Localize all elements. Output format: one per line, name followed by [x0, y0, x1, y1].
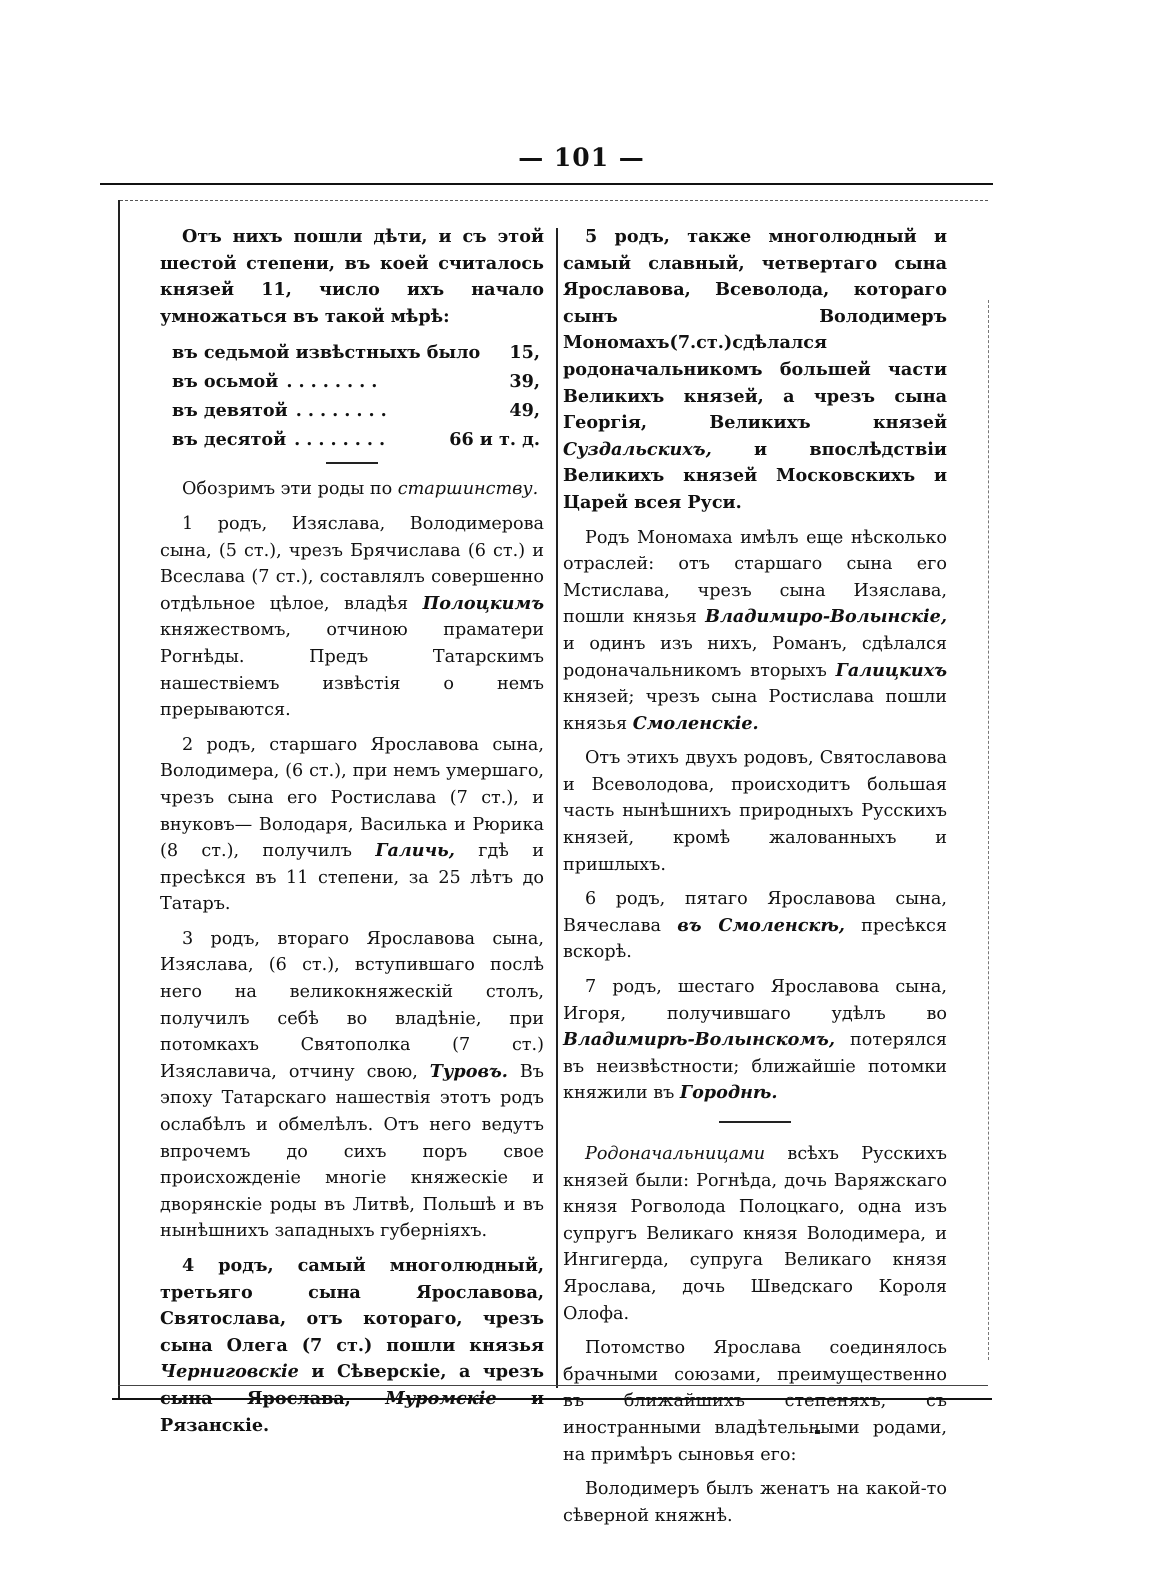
rod-7-italic-2: Городнѣ.: [679, 1082, 778, 1104]
count-label: въ десятой: [172, 429, 287, 451]
leader-dots: ........: [286, 371, 384, 393]
foremothers-text: всѣхъ Русскихъ князей были: Рогнѣда, дочь Варяжскаго князя Рогволода Полоцкаго, одна изъ супругъ Великаго князя Володимера, и Ингигерда, супруга Великаго князя Ярослава, дочь Шведскаго Короля Олофа.: [563, 1144, 947, 1324]
rod-1-paragraph: [160, 511, 544, 724]
rod-5-text-b: и впослѣдствіи Великихъ князей Московскихъ и Царей всея Руси.: [563, 438, 947, 513]
left-column: [160, 224, 544, 1447]
frame-left-rule: [118, 200, 120, 1398]
monomakh-text-c: князей; чрезъ сына Ростислава пошли князья: [563, 687, 947, 734]
list-item: [160, 425, 544, 454]
monomakh-italic-1: Владимиро-Волынскіе,: [705, 606, 947, 628]
foremothers-paragraph: [563, 1141, 947, 1327]
section-divider: [326, 462, 378, 464]
monomakh-text-a: Родъ Мономаха имѣлъ еще нѣсколько отраслей: отъ старшаго сына его Мстислава, чрезъ сына Изяслава, пошли князья: [563, 527, 947, 628]
rod-7-text-b: потерялся въ неизвѣстности; ближайшіе потомки княжили въ: [563, 1030, 947, 1104]
marriages-paragraph: Потомство Ярослава соединялось брачными союзами, преимущественно въ ближайшихъ степеняхъ, съ иностранными владѣтельными родами, на примѣръ сыновья его:: [563, 1338, 947, 1465]
count-label: въ девятой: [172, 400, 288, 422]
survey-heading: [160, 476, 544, 503]
intro-paragraph: Отъ нихъ пошли дѣти, и съ этой шестой степени, въ коей считалось князей 11, число ихъ начало умножаться въ такой мѣрѣ:: [160, 226, 544, 327]
leader-dots: ........: [294, 429, 392, 451]
rod-3-text-b: Въ эпоху Татарскаго нашествія этотъ родъ ослабѣлъ и обмелѣлъ. Отъ него ведутъ впрочемъ до сихъ поръ свое происхожденіе многіе княжескіе и дворянскіе роды въ Литвѣ, Польшѣ и въ нынѣшнихъ западныхъ губерніяхъ.: [160, 1061, 545, 1242]
rod-4-italic-1: Черниговскіе: [160, 1361, 299, 1383]
rod-5-paragraph: [563, 224, 947, 517]
count-value: 49,: [509, 400, 540, 422]
rod-3-paragraph: [160, 926, 544, 1245]
rod-6-paragraph: [563, 886, 947, 966]
rod-4-text-c: и Рязанскіе.: [160, 1387, 544, 1436]
rod-2-text-b: гдѣ и пресѣкся въ 11 степени, за 25 лѣтъ до Татаръ.: [160, 841, 544, 915]
section-divider: [719, 1121, 791, 1123]
count-value: 66 и т. д.: [449, 429, 540, 451]
page-number: — 101 —: [518, 143, 645, 172]
frame-right-rule: [988, 300, 989, 1360]
rod-6-italic: въ Смоленскѣ,: [677, 914, 845, 936]
count-label: въ седьмой извѣстныхъ было: [172, 342, 481, 364]
column-divider: [556, 228, 558, 1388]
list-item: [160, 338, 544, 367]
rod-4-paragraph: [160, 1253, 544, 1439]
rod-3-italic: Туровъ.: [429, 1060, 508, 1082]
monomakh-text-b: и одинъ изъ нихъ, Романъ, сдѣлался родоначальникомъ вторыхъ: [563, 633, 947, 681]
rod-4-text-b: и Сѣверскіе, а чрезъ сына Ярослава,: [160, 1361, 544, 1409]
volodimer-paragraph: Володимеръ былъ женатъ на какой-то сѣверной княжнѣ.: [563, 1479, 947, 1526]
rod-3-text-a: 3 родъ, втораго Ярославова сына, Изяслава, (6 ст.), вступившаго послѣ него на великокняжескій столъ, получилъ себѣ во владѣніе, при потомкахъ Святополка (7 ст.) Изяславича, отчину свою,: [160, 928, 544, 1082]
right-column: [563, 224, 947, 1537]
count-value: 39,: [509, 371, 540, 393]
rod-5-italic: Суздальскихъ,: [563, 438, 712, 460]
rod-2-text-a: 2 родъ, старшаго Ярославова сына, Володимера, (6 ст.), при немъ умершаго, чрезъ сына его Ростислава (7 ст.), и внуковъ— Володаря, Василька и Рюрика (8 ст.), получилъ: [160, 734, 544, 862]
generation-counts-list: [160, 338, 544, 454]
foremothers-italic: Родоначальницами: [585, 1144, 766, 1164]
count-value: 15,: [509, 342, 540, 364]
two-rods-paragraph: Отъ этихъ двухъ родовъ, Святославова и Всеволодова, происходитъ большая часть нынѣшнихъ природныхъ Русскихъ князей, кромѣ жалованныхъ и пришлыхъ.: [563, 748, 947, 875]
rod-5-text-a: 5 родъ, также многолюдный и самый славный, четвертаго сына Ярославова, Всеволода, котораго сынъ Володимеръ Мономахъ(7.ст.)сдѣлался родоначальникомъ большей части Великихъ князей, а чрезъ сына Георгія, Великихъ князей: [563, 226, 947, 434]
rod-6-text-b: пресѣкся вскорѣ.: [563, 915, 947, 963]
frame-top-rule: [100, 183, 993, 185]
frame-inner-top-rule: [120, 200, 988, 201]
list-item: [160, 396, 544, 425]
rod-1-text-b: княжествомъ, отчиною праматери Рогнѣды. Предъ Татарскимъ нашествіемъ извѣстія о немъ прерываются.: [160, 620, 544, 721]
rod-1-italic: Полоцкимъ: [422, 592, 544, 614]
leader-dots: [480, 338, 509, 367]
survey-italic: старшинству.: [397, 479, 539, 500]
rod-6-text-a: 6 родъ, пятаго Ярославова сына, Вячеслава: [563, 889, 947, 936]
rod-1-text-a: 1 родъ, Изяслава, Володимерова сына, (5 ст.), чрезъ Брячислава (6 ст.) и Всеслава (7 ст.), составлялъ совершенно отдѣльное цѣлое, владѣя: [160, 513, 544, 614]
count-label: въ осьмой: [172, 371, 279, 393]
rod-7-paragraph: [563, 974, 947, 1107]
monomakh-paragraph: [563, 525, 947, 738]
rod-2-paragraph: [160, 732, 544, 918]
monomakh-italic-2: Галицкихъ: [835, 659, 947, 681]
monomakh-italic-3: Смоленскіе.: [632, 712, 759, 734]
rod-2-italic: Галичь,: [375, 840, 455, 862]
rod-7-italic-1: Владимирѣ-Волынскомъ,: [563, 1029, 835, 1051]
survey-text: Обозримъ эти роды по: [182, 479, 398, 500]
leader-dots: ........: [295, 400, 393, 422]
rod-7-text-a: 7 родъ, шестаго Ярославова сына, Игоря, получившаго удѣлъ во: [563, 977, 947, 1024]
rod-4-text-a: 4 родъ, самый многолюдный, третьяго сына Ярославова, Святослава, отъ котораго, чрезъ сына Олега (7 ст.) пошли князья: [160, 1255, 544, 1356]
rod-4-italic-2: Муромскіе: [385, 1387, 497, 1409]
list-item: [160, 367, 544, 396]
